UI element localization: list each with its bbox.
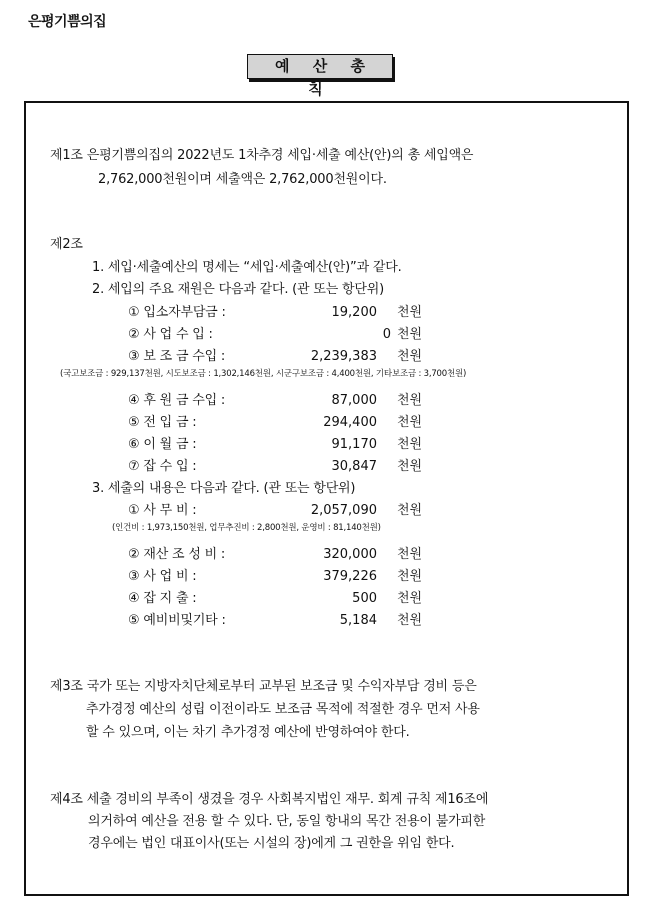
revenue-amount: 2,239,383	[310, 349, 377, 364]
revenue-label: ③ 보 조 금 수입 :	[128, 349, 226, 364]
article2-item1: 1. 세입·세출예산의 명세는 “세입·세출예산(안)”과 같다.	[92, 260, 402, 275]
expenditure-amount: 320,000	[323, 547, 377, 562]
revenue-label: ⑦ 잡 수 입 :	[128, 459, 197, 474]
content-frame	[24, 101, 629, 896]
expenditure-unit: 천원	[397, 547, 423, 562]
revenue-unit: 천원	[397, 437, 423, 452]
revenue-unit: 천원	[397, 393, 423, 408]
article3-line2: 추가경정 예산의 성립 이전이라도 보조금 목적에 적절한 경우 먼저 사용	[86, 702, 480, 717]
article4-line1: 제4조 세출 경비의 부족이 생겼을 경우 사회복지법인 재무. 회계 규칙 제16조에	[50, 792, 489, 807]
expenditure-unit: 천원	[397, 613, 423, 628]
article3-line1: 제3조 국가 또는 지방자치단체로부터 교부된 보조금 및 수익자부담 경비 등은	[50, 679, 477, 694]
article2-heading: 제2조	[50, 237, 83, 252]
article1-line2: 2,762,000천원이며 세출액은 2,762,000천원이다.	[98, 172, 387, 187]
expenditure-label: ② 재산 조 성 비 :	[128, 547, 226, 562]
revenue-label: ② 사 업 수 입 :	[128, 327, 213, 342]
revenue-amount: 19,200	[331, 305, 377, 320]
page-title: 예 산 총 칙	[247, 54, 393, 79]
article4-line2: 의거하여 예산을 전용 할 수 있다. 단, 동일 항내의 목간 전용이 불가피한	[88, 814, 486, 829]
expenditure-unit: 천원	[397, 569, 423, 584]
expenditure-label: ⑤ 예비비및기타 :	[128, 613, 226, 628]
article4-line3: 경우에는 법인 대표이사(또는 시설의 장)에게 그 권한을 위임 한다.	[88, 836, 455, 851]
expenditure-unit: 천원	[397, 591, 423, 606]
revenue-unit: 천원	[397, 349, 423, 364]
subsidy-breakdown-note: (국고보조금 : 929,137천원, 시도보조금 : 1,302,146천원, 시군구보조금 : 4,400천원, 기타보조금 : 3,700천원)	[60, 369, 467, 379]
revenue-label: ① 입소자부담금 :	[128, 305, 226, 320]
revenue-amount: 87,000	[331, 393, 377, 408]
revenue-amount: 294,400	[323, 415, 377, 430]
revenue-amount: 0	[382, 327, 391, 342]
revenue-label: ④ 후 원 금 수입 :	[128, 393, 226, 408]
revenue-unit: 천원	[397, 305, 423, 320]
revenue-amount: 30,847	[331, 459, 377, 474]
organization-name: 은평기쁨의집	[28, 14, 107, 30]
expenditure-label: ③ 사 업 비 :	[128, 569, 197, 584]
revenue-unit: 천원	[397, 459, 423, 474]
expenditure-label: ① 사 무 비 :	[128, 503, 197, 518]
article2-item3: 3. 세출의 내용은 다음과 같다. (관 또는 항단위)	[92, 481, 356, 496]
title-box	[247, 54, 395, 98]
admin-cost-breakdown-note: (인건비 : 1,973,150천원, 업무추진비 : 2,800천원, 운영비 : 81,140천원)	[112, 523, 381, 533]
expenditure-amount: 5,184	[339, 613, 377, 628]
expenditure-label: ④ 잡 지 출 :	[128, 591, 197, 606]
expenditure-amount: 2,057,090	[310, 503, 377, 518]
expenditure-amount: 379,226	[323, 569, 377, 584]
expenditure-unit: 천원	[397, 503, 423, 518]
expenditure-amount: 500	[352, 591, 377, 606]
revenue-unit: 천원	[397, 415, 423, 430]
revenue-label: ⑥ 이 월 금 :	[128, 437, 197, 452]
revenue-unit: 천원	[397, 327, 423, 342]
article3-line3: 할 수 있으며, 이는 차기 추가경정 예산에 반영하여야 한다.	[86, 725, 410, 740]
article1-line1: 제1조 은평기쁨의집의 2022년도 1차추경 세입·세출 예산(안)의 총 세입액은	[50, 148, 474, 163]
revenue-amount: 91,170	[331, 437, 377, 452]
revenue-label: ⑤ 전 입 금 :	[128, 415, 197, 430]
article2-item2: 2. 세입의 주요 재원은 다음과 같다. (관 또는 항단위)	[92, 282, 384, 297]
